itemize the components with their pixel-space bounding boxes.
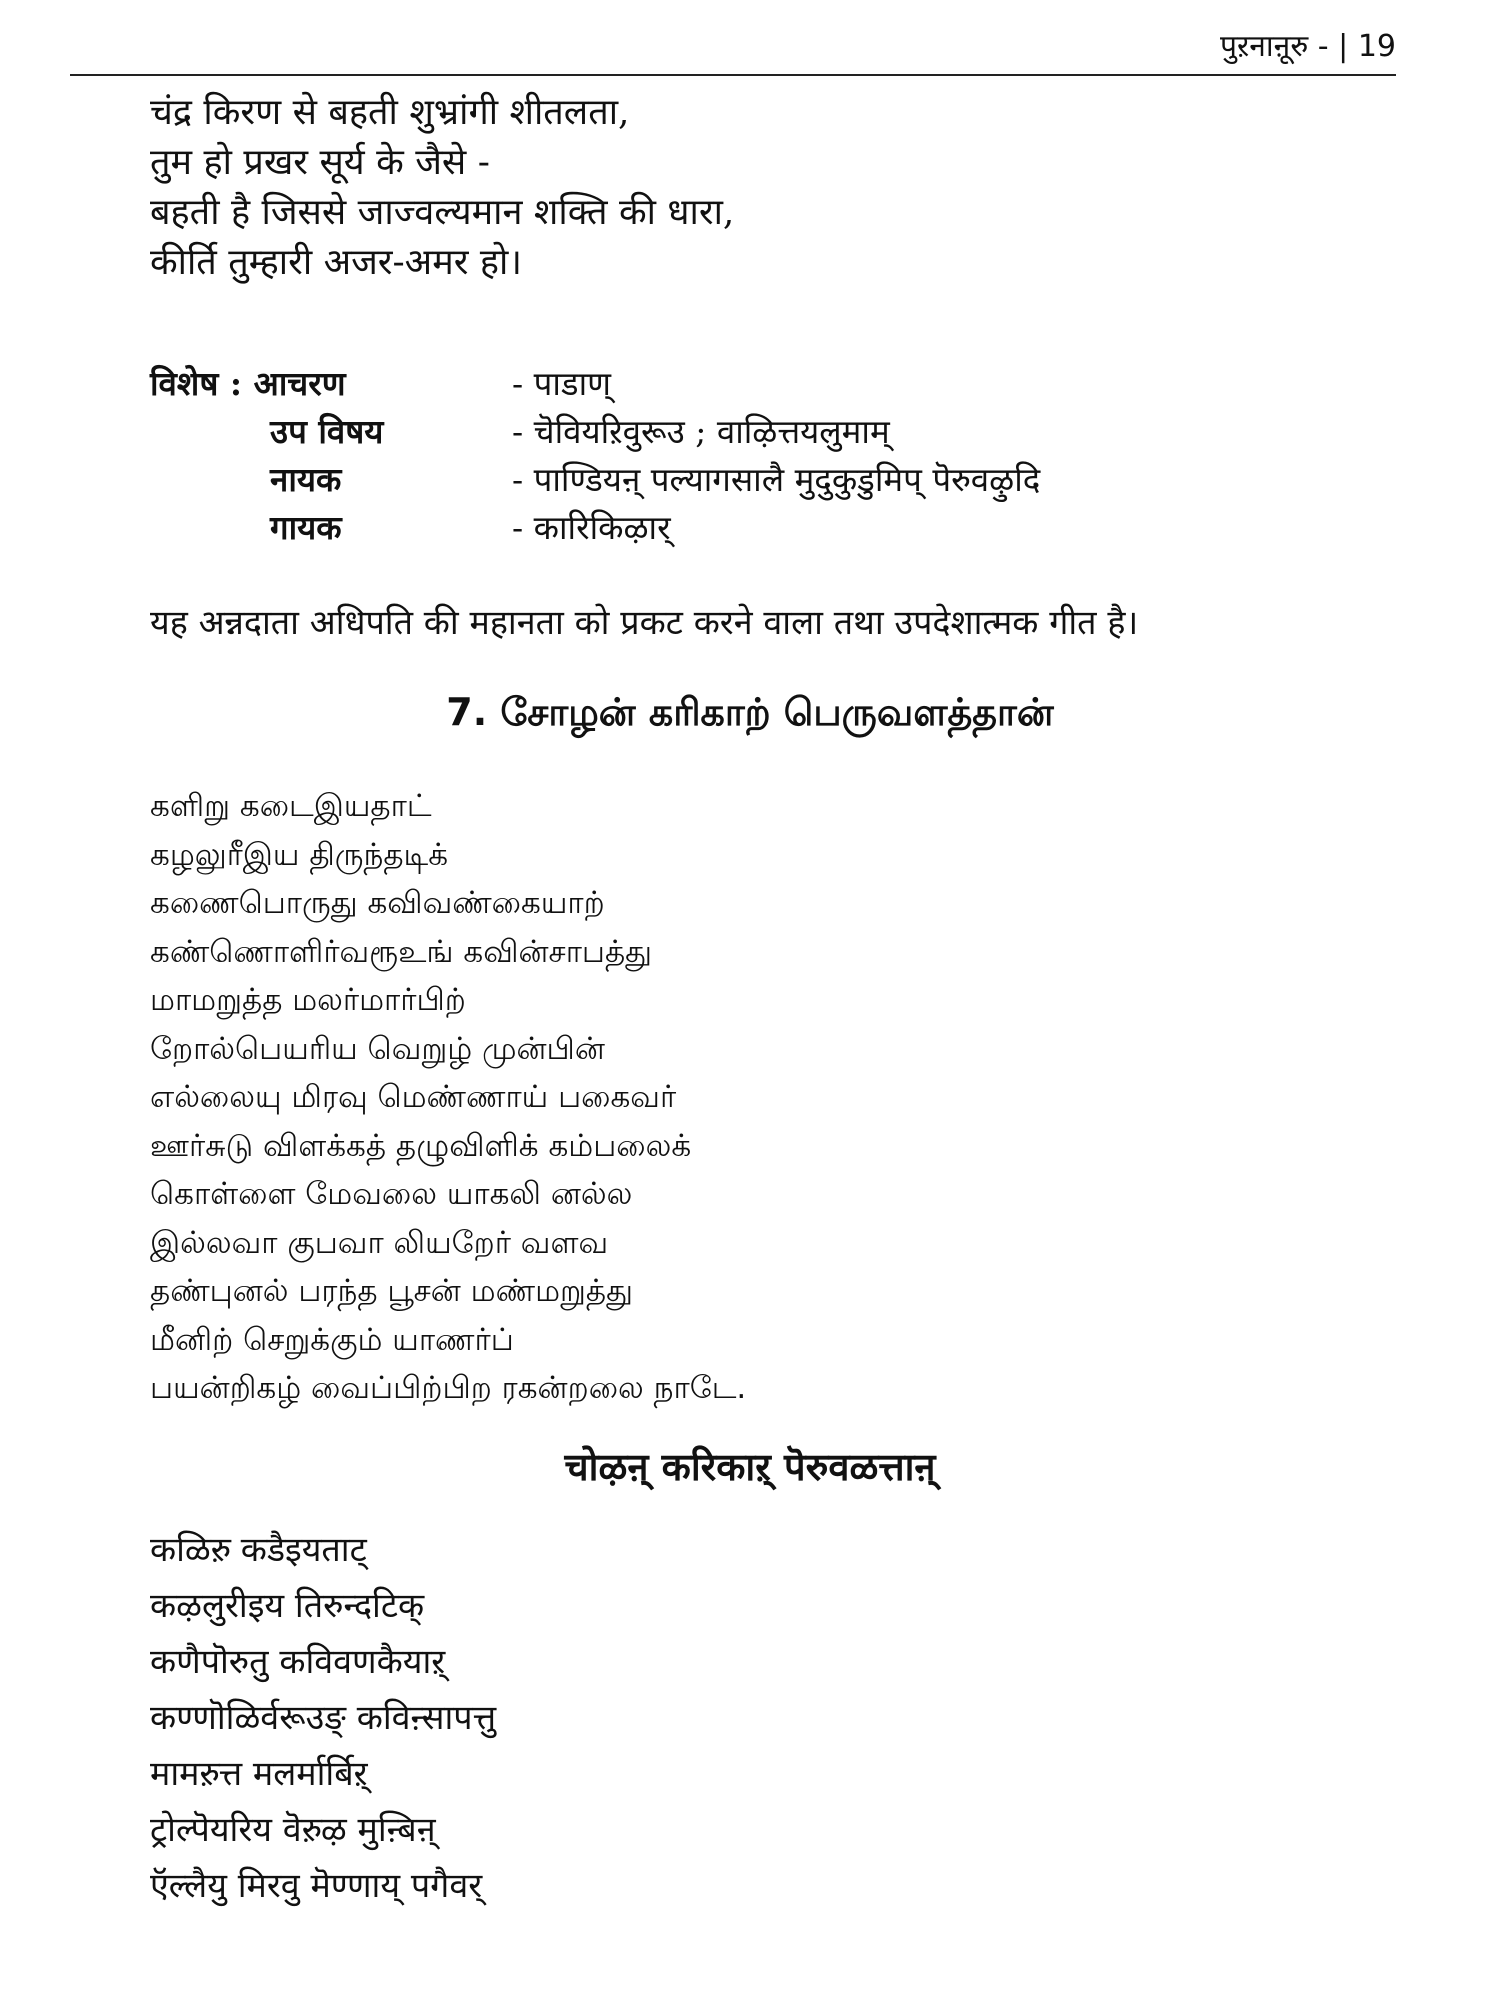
verse-line: பயன்றிகழ் வைப்பிற்பிற ரகன்றலை நாடே. [150, 1370, 747, 1406]
verse-line: மாமறுத்த மலர்மார்பிற் [150, 982, 466, 1018]
translit-line: कण्णॊळिर्वरूउङ् कविऩ्सापत्तु [150, 1698, 497, 1738]
note-value: - कारिकिऴार् [512, 508, 671, 547]
tamil-verse [150, 782, 746, 1413]
translit-line: ऍल्लैयु मिरवु मॆण्णाय् पगैवर् [150, 1866, 483, 1906]
translit-line: कळिऱु कडैइयताट् [150, 1530, 367, 1570]
note-value: - पाण्डियऩ् पल्यागसालै मुदुकुडुमिप् पॆरुवऴुदि [512, 460, 1041, 499]
transliteration-title: चोऴऩ् करिकाऱ् पॆरुवळत्ताऩ् [564, 1444, 936, 1489]
tamil-poem-title: 7. சோழன் கரிகாற் பெருவளத்தான் [446, 690, 1054, 734]
verse-line: இல்லவா குபவா லியறேர் வளவ [150, 1224, 609, 1261]
summary-text: यह अन्नदाता अधिपति की महानता को प्रकट करने वाला तथा उपदेशात्मक गीत है। [150, 603, 1139, 643]
stanza-line: तुम हो प्रखर सूर्य के जैसे - [150, 142, 490, 183]
stanza-line: कीर्ति तुम्हारी अजर-अमर हो। [150, 242, 522, 283]
translit-line: मामऱुत्त मलर्मार्बिऱ् [150, 1754, 368, 1794]
verse-line: கொள்ளை மேவலை யாகலி னல்ல [150, 1176, 633, 1212]
hindi-stanza [150, 88, 734, 288]
note-key: उप विषय [270, 412, 384, 451]
note-heading: विशेष : आचरण [150, 364, 346, 403]
stanza-line: चंद्र किरण से बहती शुभ्रांगी शीतलता, [150, 92, 630, 133]
verse-line: கணைபொருது கவிவண்கையாற் [150, 885, 605, 921]
verse-line: எல்லையு மிரவு மெண்ணாய் பகைவர் [150, 1079, 677, 1115]
verse-line: கழலுரீஇய திருந்தடிக் [150, 836, 449, 873]
stanza-line: बहती है जिससे जाज्वल्यमान शक्ति की धारा, [150, 192, 735, 233]
verse-line: ஊர்சுடு விளக்கத் தழுவிளிக் கம்பலைக் [150, 1127, 692, 1164]
note-key: गायक [270, 508, 342, 547]
verse-line: தண்புனல் பரந்த பூசன் மண்மறுத்து [150, 1273, 633, 1309]
translit-line: ट्रोल्पॆयरिय वॆऱुऴ मुऩ्बिऩ् [150, 1810, 436, 1850]
verse-line: கண்ணொளிர்வரூஉங் கவின்சாபத்து [150, 933, 653, 970]
verse-line: றோல்பெயரிய வெறுழ் முன்பின் [150, 1030, 605, 1067]
note-value: - पाडाण् [512, 364, 611, 403]
transliteration-verse [150, 1522, 496, 1914]
translit-line: कणैपॊरुतु कविवणकैयाऱ् [150, 1642, 446, 1682]
note-value: - चॆवियऱिवुरूउ ; वाऴित्तयलुमाम् [512, 412, 890, 451]
note-key: नायक [270, 460, 342, 499]
verse-line: களிறு கடைஇயதாட் [150, 788, 432, 824]
running-header: पुऱनाऩूरु - | 19 [1219, 29, 1396, 64]
page-header [70, 24, 1396, 76]
translit-line: कऴलुरीइय तिरुन्दटिक् [150, 1586, 425, 1626]
verse-line: மீனிற் செறுக்கும் யாணர்ப் [150, 1321, 514, 1358]
